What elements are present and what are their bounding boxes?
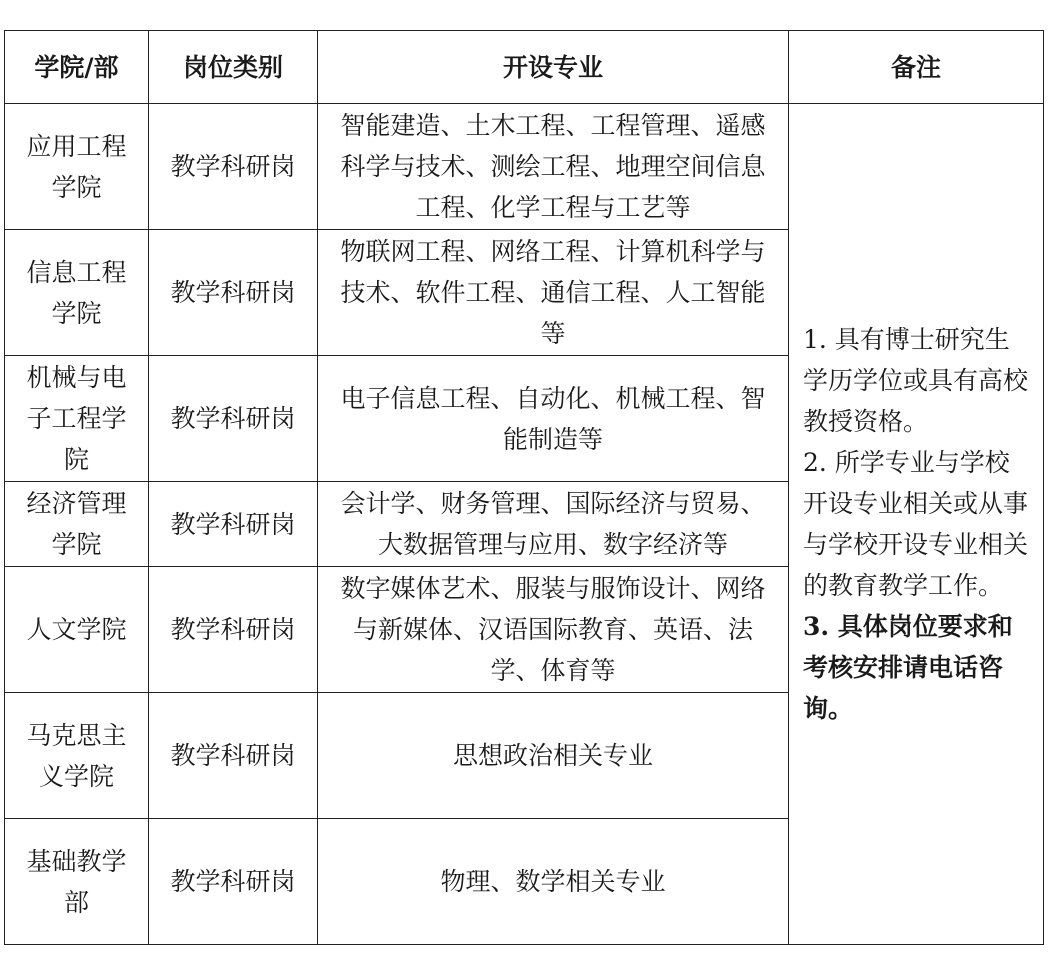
category-cell: 教学科研岗 <box>149 482 318 567</box>
college-cell: 信息工程学院 <box>5 230 149 356</box>
recruitment-table <box>4 30 1044 945</box>
notes-cell <box>789 104 1044 945</box>
header-majors: 开设专业 <box>318 31 789 104</box>
header-category: 岗位类别 <box>149 31 318 104</box>
header-college: 学院/部 <box>5 31 149 104</box>
category-cell: 教学科研岗 <box>149 356 318 482</box>
header-row <box>5 31 1044 104</box>
majors-cell: 物联网工程、网络工程、计算机科学与技术、软件工程、通信工程、人工智能等 <box>318 230 789 356</box>
majors-cell: 物理、数学相关专业 <box>318 819 789 945</box>
majors-cell: 会计学、财务管理、国际经济与贸易、大数据管理与应用、数字经济等 <box>318 482 789 567</box>
category-cell: 教学科研岗 <box>149 567 318 693</box>
majors-cell: 思想政治相关专业 <box>318 693 789 819</box>
category-cell: 教学科研岗 <box>149 104 318 230</box>
category-cell: 教学科研岗 <box>149 230 318 356</box>
majors-cell: 电子信息工程、自动化、机械工程、智能制造等 <box>318 356 789 482</box>
category-cell: 教学科研岗 <box>149 819 318 945</box>
note-item-2: 2. 所学专业与学校开设专业相关或从事与学校开设专业相关的教育教学工作。 <box>803 448 1029 600</box>
category-cell: 教学科研岗 <box>149 693 318 819</box>
majors-cell: 智能建造、土木工程、工程管理、遥感科学与技术、测绘工程、地理空间信息工程、化学工程与工艺等 <box>318 104 789 230</box>
college-cell: 经济管理学院 <box>5 482 149 567</box>
college-cell: 人文学院 <box>5 567 149 693</box>
note-item-1: 1. 具有博士研究生学历学位或具有高校教授资格。 <box>803 325 1029 436</box>
college-cell: 基础教学部 <box>5 819 149 945</box>
header-notes: 备注 <box>789 31 1044 104</box>
college-cell: 机械与电子工程学院 <box>5 356 149 482</box>
table-row <box>5 104 1044 230</box>
majors-cell: 数字媒体艺术、服装与服饰设计、网络与新媒体、汉语国际教育、英语、法学、体育等 <box>318 567 789 693</box>
note-item-3: 3. 具体岗位要求和考核安排请电话咨询。 <box>803 612 1013 723</box>
college-cell: 应用工程学院 <box>5 104 149 230</box>
college-cell: 马克思主义学院 <box>5 693 149 819</box>
